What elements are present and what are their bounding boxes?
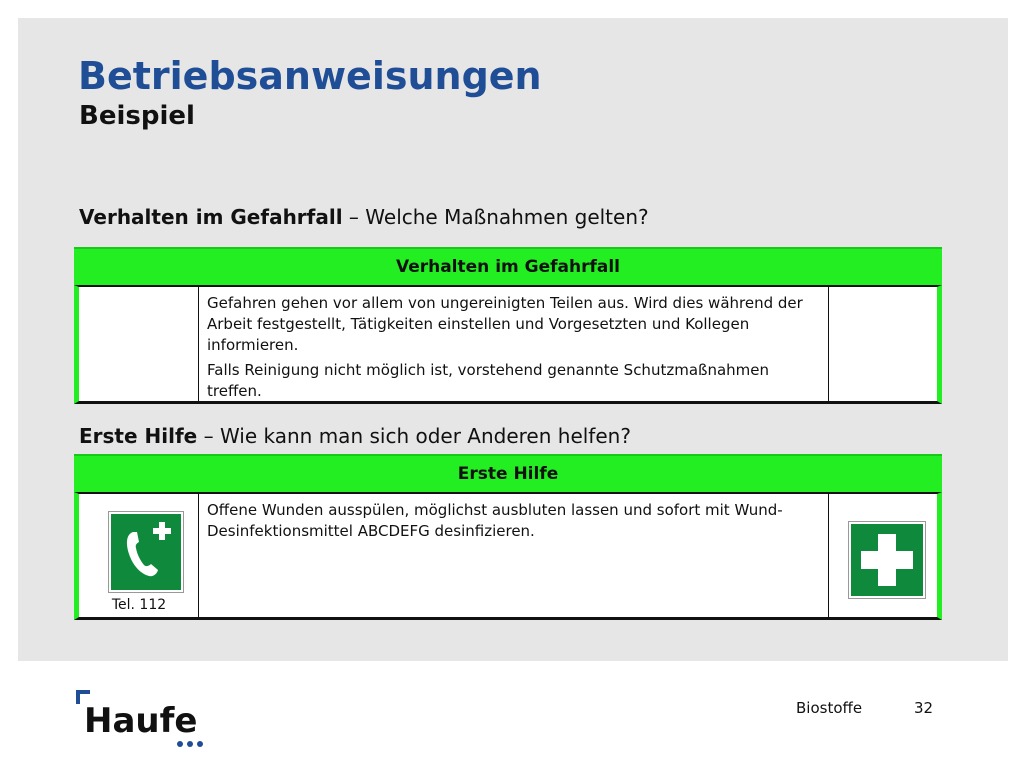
table-row	[74, 285, 942, 404]
table-cell-text	[199, 494, 829, 617]
footer-topic: Biostoffe	[796, 699, 863, 717]
paragraph: Offene Wunden ausspülen, möglichst ausbluten lassen und sofort mit Wund-Desinfektionsmittel ABCDEFG desinfizieren.	[207, 501, 783, 540]
table-cell-right	[829, 287, 937, 401]
page-title: Betriebsanweisungen	[78, 54, 542, 98]
page-subtitle: Beispiel	[79, 101, 195, 131]
section2-question-rest: – Wie kann man sich oder Anderen helfen?	[197, 424, 631, 448]
table-cell-right	[829, 494, 937, 617]
haufe-logo	[76, 690, 216, 750]
table-row	[74, 492, 942, 620]
first-aid-table-header: Erste Hilfe	[74, 454, 942, 492]
table-cell-left	[79, 494, 199, 617]
section1-question	[79, 205, 649, 229]
first-aid-cross-icon	[849, 522, 925, 598]
table-cell-text	[199, 287, 829, 401]
page-number: 32	[914, 699, 934, 717]
section2-question-bold: Erste Hilfe	[79, 424, 198, 448]
hazard-behavior-table	[74, 247, 942, 404]
paragraph: Falls Reinigung nicht möglich ist, vorstehend genannte Schutzmaßnahmen treffen.	[207, 361, 770, 400]
paragraph: Gefahren gehen vor allem von ungereinigten Teilen aus. Wird dies während der Arbeit festgestellt, Tätigkeiten einstellen und Vorgesetzten und Kollegen informieren.	[207, 294, 803, 354]
svg-text:Haufe: Haufe	[84, 701, 198, 741]
section1-question-rest: – Welche Maßnahmen gelten?	[342, 205, 649, 229]
hazard-behavior-table-header: Verhalten im Gefahrfall	[74, 247, 942, 285]
emergency-phone-icon	[109, 512, 183, 592]
first-aid-table	[74, 454, 942, 620]
table-cell-left	[79, 287, 199, 401]
section1-question-bold: Verhalten im Gefahrfall	[79, 205, 343, 229]
phone-number-label: Tel. 112	[111, 597, 167, 613]
section2-question	[79, 424, 631, 448]
